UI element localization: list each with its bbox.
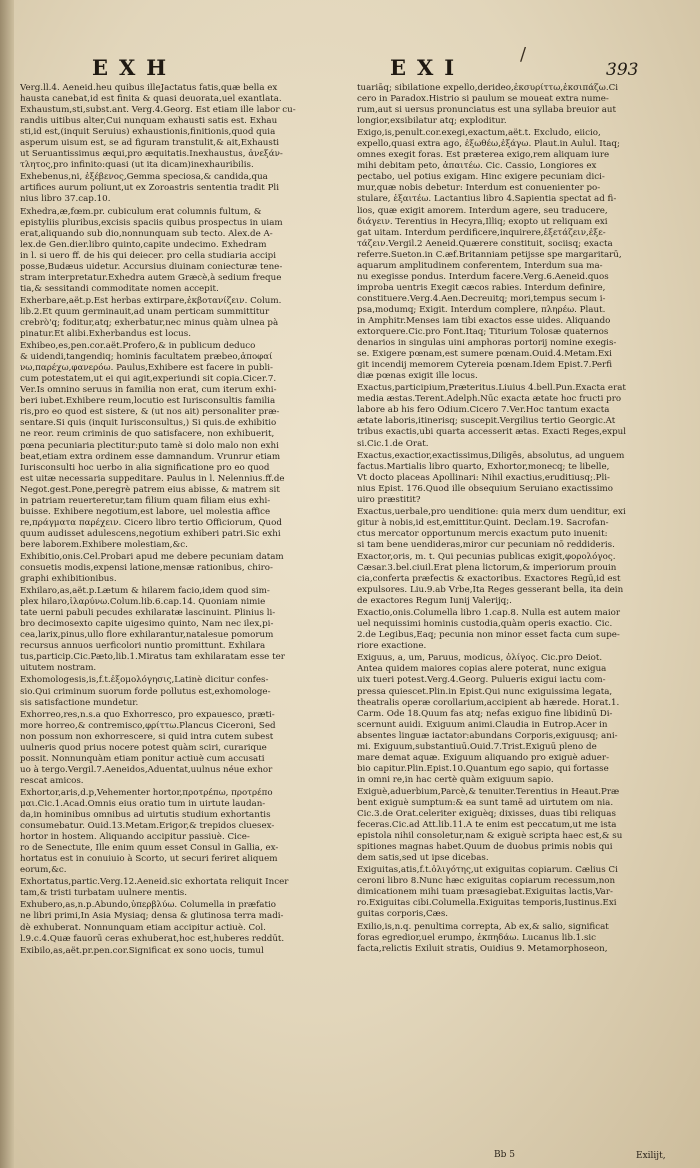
entry-text-line: beat,etiam extra ordinem esse damnandum. Vrunrur etiam (20, 451, 281, 462)
entry-headword-line: Exhilaro,as,aët.p.Lætum & hilarem facio,idem quod sim- (20, 586, 270, 597)
running-head-right: EXI (390, 55, 466, 80)
entry-text-line: cum potestatem,ut ei qui agit,experiundi sit copia.Cicer.7. (20, 374, 277, 385)
entry-text-line: ne reor. reum criminis de quo satisfacere, non exhibuerit, (20, 429, 275, 440)
entry-text-line: si tam bene uendideras,miror cur pecuniam nō reddideris. (357, 539, 615, 550)
entry-headword-line: Exhortor,aris,d.p,Vehementer hortor,προτρέπω, προτρέπο (20, 787, 273, 798)
entry-text-line: more horreo,& contremisco,φρίττω.Plancus Ciceroni, Sed (20, 720, 276, 731)
entry-text-line: extorquere.Cic.pro Font.Itaq; Titurium Tolosæ quaternos (357, 327, 609, 338)
entry-text-line: consuetis modis,expensi latione,mensæ rationibus, chiro- (20, 563, 273, 574)
entry-text-line: uiro præstitit? (357, 494, 421, 505)
entry-headword-line: Exhibitio,onis.Cel.Probari apud me debere pecuniam datam (20, 551, 284, 562)
entry-headword-line: Exactor,oris, m. t. Qui pecunias publicas exigit,φορολόγος. (357, 551, 616, 562)
entry-headword-line: Exhebenus,ni, ἐξέβενος,Gemma speciosa,& candida,qua (20, 172, 268, 183)
entry-text-line: hortor in hostem. Aliquando accipitur passiuè. Cice- (20, 832, 250, 843)
entry-text-line: referre.Sueton.in C.æf.Britanniam petijsse spe margaritarū, (357, 249, 622, 260)
entry-headword-line: Exactio,onis.Columella libro 1.cap.8. Nulla est autem maior (357, 608, 621, 619)
entry-text-line: si.Cic.1.de Orat. (357, 438, 429, 449)
entry-text-line: foras egredior,uel erumpo, ἐκπηδάω. Lucanus lib.1.sic (357, 932, 597, 943)
entry-text-line: nu exegisse pondus. Interdum facere.Verg.6.Aeneid.quos (357, 271, 609, 282)
dictionary-entry (20, 172, 343, 205)
entry-text-line: denarios in singulas uini amphoras portorij nomine exegis- (357, 338, 617, 349)
entry-text-line: se. Exigere pœnam,est sumere pœnam.Ouid.4.Metam.Exi (357, 349, 612, 360)
entry-text-line: ctus mercator opportunum mercis exactum puto inuenit: (357, 528, 608, 539)
left-column (20, 83, 343, 958)
entry-text-line: eorum,&c. (20, 865, 67, 876)
dictionary-entry (357, 128, 677, 382)
entry-text-line: de exactores Regum Iunij Valerijq;. (357, 596, 512, 607)
entry-headword-line: Exactus,uerbale,pro uenditione: quia merx dum uenditur, exi (357, 506, 626, 517)
dictionary-entry (357, 653, 677, 786)
dictionary-entry (20, 710, 343, 787)
catchword: Exilijt, (636, 1151, 666, 1161)
dictionary-entry (357, 865, 677, 920)
entry-text-line: diæ pœnas exigit ille locus. (357, 371, 478, 382)
dictionary-entry (357, 451, 677, 506)
entry-text-line: expulsores. Liu.9.ab Vrbe,Ita Reges gesserant bella, ita dein (357, 585, 624, 596)
entry-text-line: ris,pro eo quod est sistere, & (ut nos ait) personaliter præ- (20, 407, 280, 418)
entry-text-line: lios, quæ exigit amorem. Interdum agere, seu traducere, (357, 205, 608, 216)
entry-text-line: riore exactione. (357, 641, 427, 652)
entry-text-line: sentare.Si quis (inquit Iurisconsultus,) Si quis.de exhibitio (20, 418, 277, 429)
entry-text-line: spitiones magnas habet.Quum de duobus primis nobis qui (357, 842, 613, 853)
entry-headword-line: Exhortatus,partic.Verg.12.Aeneid.sic exhortata reliquit Incer (20, 877, 289, 888)
entry-text-line: tam,& tristi turbatam uulnere mentis. (20, 888, 187, 899)
entry-text-line: τάζειν.Vergil.2 Aeneid.Quærere constituit, sociisq; exacta (357, 238, 613, 249)
entry-text-line: artifices aurum poliunt,ut ex Zoroastris sententia tradit Pli (20, 183, 279, 194)
entry-text-line: ætate laboris,itinerisq; suscepit.Vergilius tertio Georgic.At (357, 416, 616, 427)
entry-text-line: mihi debitam peto, ἀπαιτέω. Cic. Cassio, Longiores ex (357, 161, 597, 172)
entry-text-line: ro.Exiguitas cibi.Columella.Exiguitas temporis,Iustinus.Exi (357, 898, 617, 909)
entry-text-line: hausta canebat,id est finita & quasi deuorata,uel exantlata. (20, 94, 282, 105)
entry-headword-line: Exactus,participium,Præteritus.Liuius 4.bell.Pun.Exacta erat (357, 383, 626, 394)
entry-text-line: cia,conferta præfectis & exactoribus. Exactores Regū,id est (357, 574, 621, 585)
dictionary-entry (20, 341, 343, 551)
entry-text-line: bere laborem.Exhibere molestiam,&c. (20, 539, 188, 550)
entry-text-line: randis uitibus alter,Cui nunquam exhausti satis est. Exhau (20, 116, 278, 127)
entry-text-line: erat,aliquando sub dio,nonnunquam sub tecto. Alex.de A- (20, 228, 273, 239)
entry-headword-line: Exiguè,aduerbium,Parcè,& tenuiter.Terentius in Heaut.Præ (357, 786, 620, 797)
entry-text-line: τλητος,pro infinito:quasi (ut ita dicam)inexhauribilis. (20, 160, 254, 171)
entry-text-line: psa,modumq; Exigit. Interdum complere, πληρέω. Plaut. (357, 304, 606, 315)
entry-text-line: uulneris quod prius nocere potest quàm sciri, curarique (20, 742, 267, 753)
entry-text-line: uel nequissimi hominis custodia,quàm operis exactio. Cic. (357, 619, 613, 630)
entry-text-line: cero in Paradox.Histrio si paulum se moueat extra nume- (357, 94, 609, 105)
entry-text-line: tate uerni pabuli pecudes exhilaratæ lascinuint. Plinius li- (20, 608, 276, 619)
page-number: 393 (606, 60, 639, 80)
entry-text-line: ut Seruantissimus æqui,pro æquitatis.Inexhaustus, ἀνεξάν- (20, 149, 283, 160)
entry-text-line: quum audisset adulescens,negotium exhiberi patri.Sic exhi (20, 528, 281, 539)
dictionary-entry (357, 922, 677, 955)
entry-text-line: plex hilaro,ἱλαρύνω.Colum.lib.6.cap.14. Quoniam nimie (20, 597, 266, 608)
entry-text-line: Exhaustum,sti,subst.ant. Verg.4.Georg. Est etiam ille labor cu- (20, 105, 296, 116)
dictionary-entry (20, 83, 343, 171)
entry-text-line: uix tueri potest.Verg.4.Georg. Pulueris exigui iactu com- (357, 675, 606, 686)
entry-text-line: pectabo, uel potius exigam. Hinc exigere pecuniam dici- (357, 172, 605, 183)
entry-text-line: Negot.gest.Pone,peregrè patrem eius abisse, & matrem sit (20, 484, 280, 495)
entry-headword-line: Exibilo,as,aët.pr.pen.cor.Significat ex sono uocis, tumul (20, 945, 264, 956)
right-column (357, 83, 677, 956)
entry-headword-line: Exigo,is,penult.cor.exegi,exactum,aët.t. Excludo, eiicio, (357, 128, 601, 139)
dictionary-entry (357, 608, 677, 652)
entry-text-line: sis satisfactione mundetur. (20, 697, 139, 708)
entry-text-line: in Amphitr.Menses iam tibi exactos esse uides. Aliquando (357, 315, 611, 326)
entry-text-line: sti,id est,(inquit Seruius) exhaustionis,finitionis,quod quia (20, 127, 276, 138)
entry-text-line: bent exiguè sumptum:& ea sunt tamē ad uirtutem om nia. (357, 798, 614, 808)
entry-headword-line: Exhibeo,es,pen.cor.aët.Profero,& in publicum deduco (20, 341, 256, 352)
entry-headword-line: Verg.ll.4. Aeneid.heu quibus illeJactatus fatis,quæ bella ex (20, 83, 278, 93)
entry-text-line: gat uitam. Interdum perdificere,inquirere,ἐξετάζειν,ἐξε- (357, 227, 606, 238)
entry-text-line: pœna pecuniaria plectitur:puto tamè si dolo malo non exhi (20, 440, 279, 451)
entry-text-line: theatralis operæ corollarium,accipient ab hærede. Horat.1. (357, 697, 620, 708)
entry-text-line: constituere.Verg.4.Aen.Decreuitq; mori,tempus secum i- (357, 293, 606, 304)
entry-text-line: cea,larix,pinus,ullo flore exhilarantur,natalesue pomorum (20, 630, 274, 641)
entry-headword-line: Exhubero,as,n.p.Abundo,ὑπερβλύω. Columella in præfatio (20, 900, 276, 911)
entry-headword-line: Exhedra,æ,fœm.pr. cubiculum erat columnis fultum, & (20, 206, 262, 217)
entry-text-line: improba uentris Exegit cæcos rabies. Interdum definire, (357, 282, 606, 293)
entry-headword-line: tuariāq; sibilatione expello,derideo,ἐκσυρίττω,ἐκσιπάζω.Ci (357, 83, 619, 93)
entry-text-line: longior,exsibilatur atq; exploditur. (357, 116, 507, 127)
entry-text-line: ne libri primi,In Asia Mysiaq; densa & glutinosa terra madi- (20, 911, 284, 922)
entry-text-line: crebrò'q; foditur,atq; exherbatur,nec minus quàm ulnea pà (20, 317, 279, 328)
entry-text-line: pinatur.Et alibi.Exherbandus est locus. (20, 329, 191, 340)
entry-text-line: feceras.Cic.ad Att.lib.11.A te enim est peccatum,ut me ista (357, 820, 617, 831)
entry-text-line: Carm. Ode 18.Quum fas atq; nefas exiguo fine libidinū Di- (357, 708, 613, 719)
dictionary-entry (20, 552, 343, 585)
entry-text-line: da,in hominibus omnibus ad uirtutis studium exhortantis (20, 810, 271, 821)
entry-text-line: dimicationem mihi tuam præsagiebat.Exiguitas lactis,Var- (357, 887, 613, 898)
signature-mark: Bb 5 (494, 1150, 515, 1160)
dictionary-entry (20, 675, 343, 708)
entry-text-line: tia,& sessitandi commoditate nomen accepit. (20, 283, 219, 294)
dictionary-entry (357, 383, 677, 449)
entry-text-line: mare demat aquæ. Exiguum aliquando pro exiguè aduer- (357, 752, 610, 763)
entry-text-line: epistyliis pluribus,excisis spaciis quibus prospectus in uiam (20, 217, 283, 228)
entry-text-line: git incendij memorem Cytereia pœnam.Idem Epist.7.Perfi (357, 360, 612, 371)
entry-text-line: tus,particip.Cic.Pæto,lib.1.Miratus tam exhilaratam esse ter (20, 652, 285, 663)
dictionary-entry (20, 586, 343, 674)
entry-text-line: re,πράγματα παρέχειν. Cicero libro tertio Officiorum, Quod (20, 517, 282, 528)
entry-text-line: epistola nihil consoletur,nam & exiguè scripta haec est,& su (357, 831, 623, 842)
entry-text-line: absentes linguæ iactator:abundans Corporis,exiguusq; ani- (357, 730, 618, 741)
dictionary-entry (357, 552, 677, 607)
entry-text-line: rum,aut si uersus pronunciatus est una syllaba breuior aut (357, 105, 617, 116)
entry-text-line: Cic.3.de Orat.celeriter exiguèq; dixisses, duas tibi reliquas (357, 809, 616, 820)
entry-headword-line: Exherbare,aët.p.Est herbas extirpare,ἐκβοτανίζειν. Colum. (20, 295, 282, 306)
entry-text-line: Vt docto placeas Apollinari: Nihil exactius,eruditiusq;.Pli- (357, 472, 610, 483)
entry-text-line: Iurisconsulti hoc uerbo in alia significatione pro eo quod (20, 462, 270, 473)
entry-text-line: est uitæ necessaria suppeditare. Paulus in l. Nelennius.ff.de (20, 473, 285, 484)
entry-text-line: asperum uisum est, se ad figuram transtulit,& ait,Exhausti (20, 138, 280, 149)
dictionary-entry (20, 900, 343, 944)
entry-text-line: scernunt auidi. Exiguum animi.Claudia in Eutrop.Acer in (357, 719, 608, 730)
entry-text-line: media æstas.Terent.Adelph.Nūc exacta ætate hoc fructi pro (357, 394, 622, 405)
entry-text-line: uo à tergo.Vergil.7.Aeneidos,Aduentat,uulnus néue exhor (20, 764, 273, 775)
entry-text-line: expello,quasi extra ago, ἐξωθέω,ἐξάγω. Plaut.in Aulul. Itaq; (357, 139, 620, 150)
dictionary-entry (357, 787, 677, 864)
dictionary-entry (20, 946, 343, 957)
entry-text-line: non possum non exhorrescere, si quid intra cutem subest (20, 731, 274, 742)
entry-text-line: aquarum amplitudinem conferentem, Interdum sua ma- (357, 260, 603, 271)
entry-text-line: consumebatur. Ouid.13.Metam.Erigor,& trepidos cluesex- (20, 821, 275, 832)
entry-text-line: Ver.Is omnino seruus in familia non erat, cum iterum exhi- (20, 385, 277, 396)
entry-text-line: mur,quæ nobis debetur: Interdum est conuenienter po- (357, 183, 601, 194)
dictionary-entry (357, 507, 677, 551)
entry-text-line: & uidendi,tangendiq; hominis facultatem præbeo,ἀποφαί (20, 352, 273, 363)
entry-text-line: recursus annuos uerficolori nuntio promittunt. Exhilara (20, 641, 266, 652)
entry-text-line: in omni re,in hac certè quàm exiguum sapio. (357, 774, 554, 785)
entry-text-line: mi. Exiguum,substantiuū.Ouid.7.Trist.Exiguū pleno de (357, 741, 597, 752)
entry-text-line: tribus exactis,ubi quarta accesserit ætas. Exacti Reges,expul (357, 427, 626, 438)
entry-headword-line: Exiguus, a, um, Paruus, modicus, ὀλίγος. Cic.pro Deiot. (357, 653, 603, 664)
entry-text-line: graphi exhibitionibus. (20, 574, 117, 585)
entry-text-line: ceroni libro 8.Nunc hæc exiguitas copiarum recessum,non (357, 876, 616, 887)
entry-text-line: facta,relictis Exiluit stratis, Ouidius 9. Metamorphoseon, (357, 943, 608, 954)
entry-text-line: factus.Martialis libro quarto, Exhortor,monecq; te libelle, (357, 461, 610, 472)
running-head-left: EXH (92, 55, 178, 80)
entry-text-line: gitur à nobis,id est,emittitur.Quint. Declam.19. Sacrofan- (357, 517, 609, 528)
entry-text-line: stram interpretatur.Exhedra autem Græcè,à sedium freque (20, 272, 282, 283)
entry-text-line: nius Epist. 176.Quod ille obsequium Seruiano exactissimo (357, 483, 614, 494)
entry-text-line: διάγειν. Terentius in Hecyra,Illiq; exopto ut reliquam exi (357, 216, 608, 227)
entry-text-line: Cæsar.3.bel.ciuil.Erat plena lictorum,& imperiorum prouin (357, 563, 617, 574)
handwritten-mark: / (520, 44, 527, 65)
entry-text-line: uitutem nostram. (20, 663, 97, 674)
entry-text-line: beri iubet.Exhibere reum,locutio est Iurisconsultis familia (20, 396, 276, 407)
entry-text-line: buisse. Exhibere negotium,est labore, uel molestia affice (20, 506, 271, 517)
entry-text-line: hortatus est in conuiuio à Scorto, ut securi feriret aliquem (20, 854, 278, 865)
entry-text-line: in patriam reuerteretur,tam filium quam filiam eius exhi- (20, 495, 271, 506)
entry-text-line: nius libro 37.cap.10. (20, 194, 111, 205)
entry-text-line: Antea quidem maiores copias alere poterat, nunc exigua (357, 664, 607, 675)
entry-headword-line: Exhorreo,res,n.s.a quo Exhorresco, pro expauesco, præti- (20, 709, 275, 720)
entry-text-line: dè exhuberat. Nonnunquam etiam accipitur actiuè. Col. (20, 922, 266, 933)
entry-text-line: lex.de Gen.dier.libro quinto,capite undecimo. Exhedram (20, 239, 267, 250)
entry-text-line: l.9.c.4.Quæ fauorū ceras exhuberat,hoc est,huberes reddūt. (20, 933, 285, 944)
entry-text-line: νω,παρέχω,φανερόω. Paulus,Exhibere est facere in publi- (20, 363, 273, 374)
entry-text-line: bio capitur.Plin.Epist.10.Quantum ego sapio, qui fortasse (357, 763, 609, 774)
entry-text-line: lib.2.Et quum germinauit,ad unam perticam summittitur (20, 306, 270, 317)
entry-text-line: omnes exegit foras. Est præterea exigo,rem aliquam iure (357, 150, 610, 161)
binding-gutter (0, 0, 14, 1168)
entry-text-line: rescat amicos. (20, 775, 84, 786)
entry-text-line: pressa quiescet.Plin.in Epist.Qui nunc exiguissima legata, (357, 686, 613, 697)
entry-headword-line: Exiguitas,atis,f.t.ὀλιγότης,ut exiguitas copiarum. Cælius Ci (357, 865, 618, 876)
entry-text-line: guitas corporis,Cæs. (357, 909, 449, 920)
entry-headword-line: Exilio,is,n.q. penultima correpta, Ab ex,& salio, significat (357, 921, 609, 932)
entry-text-line: bro decimosexto capite uigesimo quinto, Nam nec ilex,pi- (20, 619, 274, 630)
entry-text-line: dem satis,sed ut ipse dicebas. (357, 853, 489, 864)
entry-text-line: sio.Qui criminum suorum forde pollutus est,exhomologe- (20, 686, 271, 697)
entry-headword-line: Exhomologesis,is,f.t.ἐξομολόγησις,Latinè dicitur confes- (20, 675, 269, 686)
entry-text-line: ro de Senectute, Ille enim quum esset Consul in Gallia, ex- (20, 843, 279, 854)
entry-text-line: labore ab his fero Odium.Cicero 7.Ver.Hoc tantum exacta (357, 405, 610, 416)
entry-text-line: in l. si uero ff. de his qui deiecer. pro cella studiaria accipi (20, 250, 276, 261)
entry-text-line: possit. Nonnunquàm etiam ponitur actiuè cum accusati (20, 753, 265, 764)
entry-headword-line: Exactus,exactior,exactissimus,Diligēs, absolutus, ad unguem (357, 450, 625, 461)
entry-text-line: 2.de Legibus,Eaq; pecunia non minor esset facta cum supe- (357, 630, 620, 641)
dictionary-entry (20, 296, 343, 340)
entry-text-line: posse,Budæus uidetur. Accursius diuinam coniecturæ tene- (20, 261, 283, 272)
entry-text-line: stulare, ἐξαιτέω. Lactantius libro 4.Sapientia spectat ad fi- (357, 194, 617, 205)
dictionary-entry (20, 877, 343, 899)
dictionary-entry (357, 83, 677, 127)
dictionary-entry (20, 207, 343, 295)
dictionary-entry (20, 788, 343, 876)
entry-text-line: μαι.Cic.1.Acad.Omnis eius oratio tum in uirtute laudan- (20, 799, 266, 809)
